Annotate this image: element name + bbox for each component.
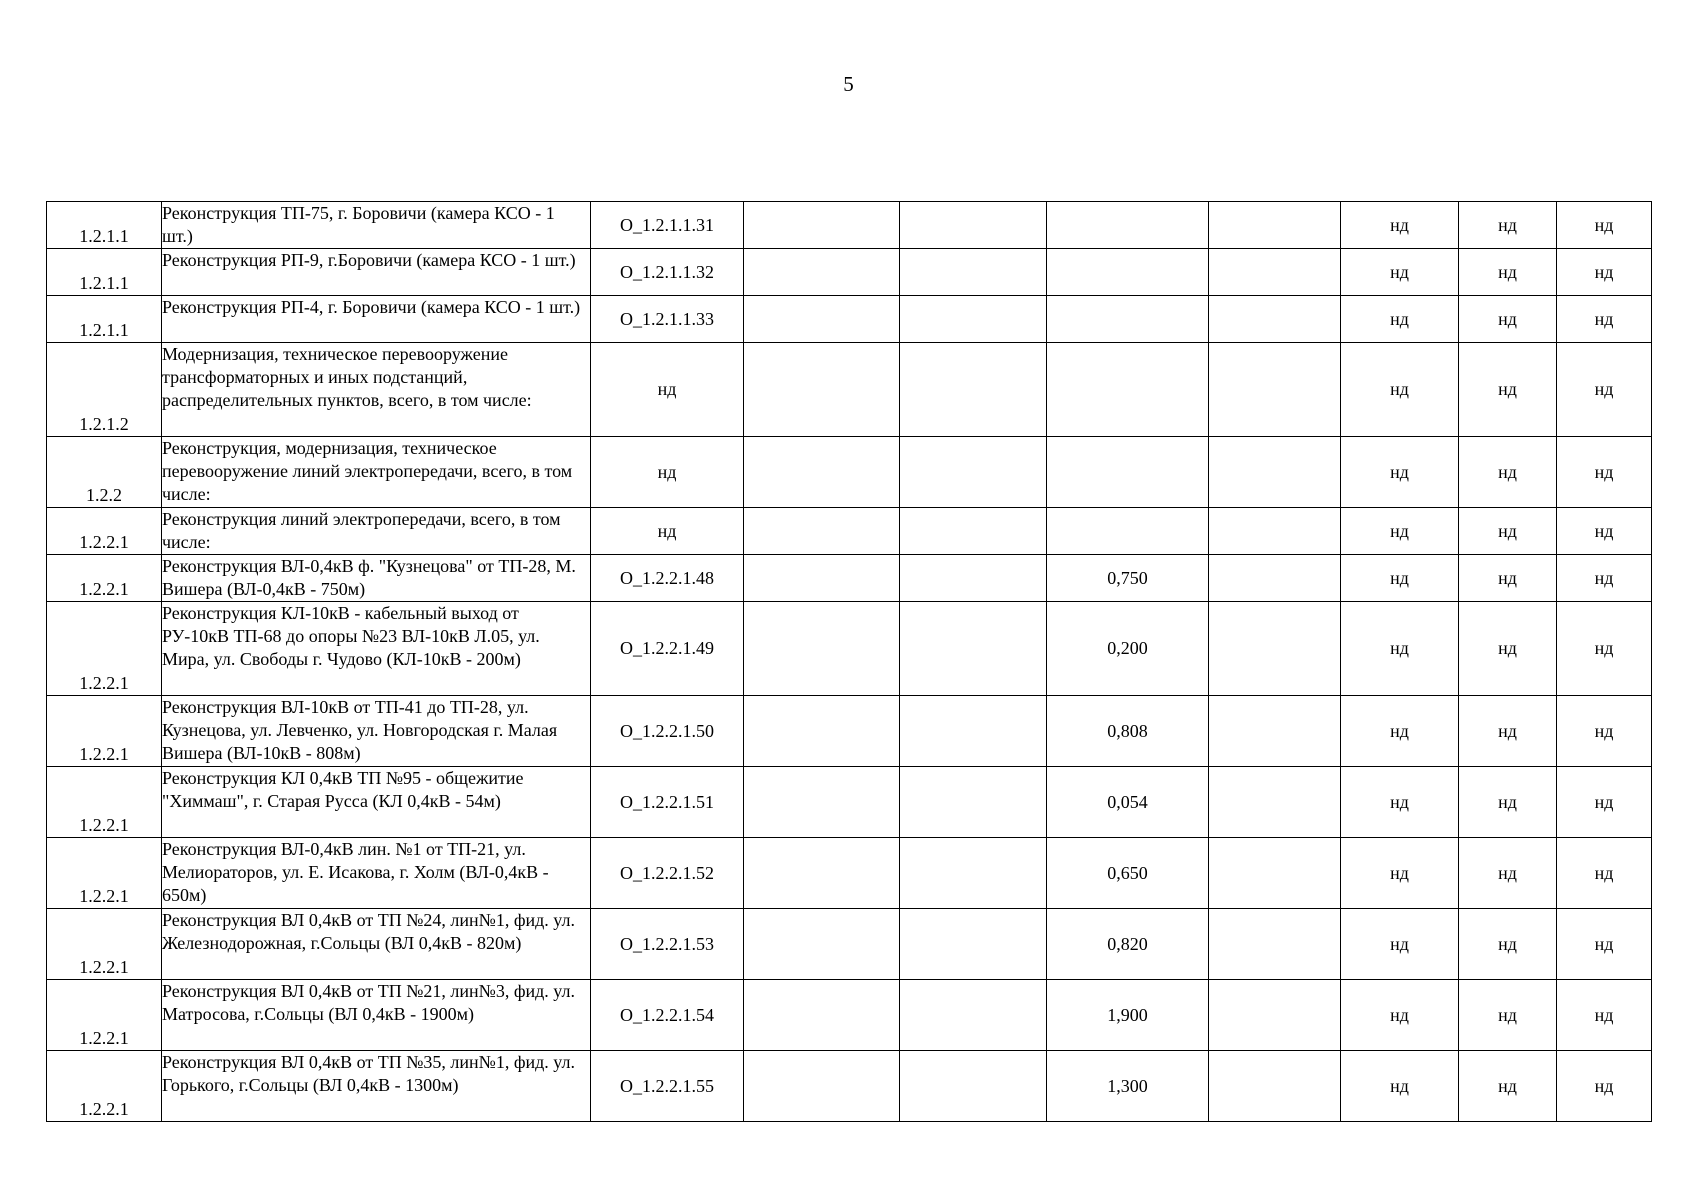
row-empty-cell [744, 437, 900, 508]
row-length-cell [1047, 249, 1209, 296]
row-name-cell: Реконструкция ВЛ 0,4кВ от ТП №21, лин№3, фид. ул. Матросова, г.Сольцы (ВЛ 0,4кВ - 1900м) [162, 980, 591, 1051]
row-id-cell: О_1.2.2.1.48 [591, 555, 744, 602]
page-number: 5 [843, 72, 854, 96]
row-nd-cell: нд [1459, 343, 1557, 437]
row-code-cell: 1.2.1.1 [47, 202, 162, 249]
row-length-cell: 0,750 [1047, 555, 1209, 602]
row-empty-cell [900, 296, 1047, 343]
row-code-cell: 1.2.1.1 [47, 249, 162, 296]
row-length-cell: 1,900 [1047, 980, 1209, 1051]
row-name-cell: Реконструкция ВЛ 0,4кВ от ТП №35, лин№1, фид. ул. Горького, г.Сольцы (ВЛ 0,4кВ - 1300м) [162, 1051, 591, 1122]
row-empty-cell [900, 602, 1047, 696]
row-empty-cell [1209, 602, 1341, 696]
row-nd-cell: нд [1459, 437, 1557, 508]
row-nd-cell: нд [1557, 343, 1652, 437]
row-nd-cell: нд [1341, 249, 1459, 296]
row-nd-cell: нд [1341, 296, 1459, 343]
row-code-cell: 1.2.2.1 [47, 696, 162, 767]
row-empty-cell [1209, 767, 1341, 838]
row-nd-cell: нд [1557, 202, 1652, 249]
table-row [47, 437, 1652, 508]
row-empty-cell [744, 202, 900, 249]
table-row [47, 767, 1652, 838]
row-empty-cell [1209, 1051, 1341, 1122]
row-id-cell: О_1.2.2.1.53 [591, 909, 744, 980]
row-empty-cell [1209, 909, 1341, 980]
row-nd-cell: нд [1557, 508, 1652, 555]
row-name-cell: Реконструкция ВЛ-0,4кВ лин. №1 от ТП-21, ул. Мелиораторов, ул. Е. Исакова, г. Холм (ВЛ-0,4кВ - 650м) [162, 838, 591, 909]
row-nd-cell: нд [1341, 696, 1459, 767]
row-nd-cell: нд [1557, 696, 1652, 767]
row-empty-cell [744, 1051, 900, 1122]
row-empty-cell [744, 909, 900, 980]
row-nd-cell: нд [1557, 980, 1652, 1051]
row-id-cell: О_1.2.2.1.49 [591, 602, 744, 696]
row-nd-cell: нд [1459, 767, 1557, 838]
row-length-cell [1047, 343, 1209, 437]
row-empty-cell [744, 508, 900, 555]
table-row [47, 296, 1652, 343]
row-length-cell: 0,820 [1047, 909, 1209, 980]
row-empty-cell [900, 1051, 1047, 1122]
row-code-cell: 1.2.2.1 [47, 1051, 162, 1122]
row-nd-cell: нд [1557, 555, 1652, 602]
row-nd-cell: нд [1557, 909, 1652, 980]
row-code-cell: 1.2.2.1 [47, 767, 162, 838]
table-row [47, 249, 1652, 296]
row-name-cell: Реконструкция ВЛ-10кВ от ТП-41 до ТП-28, ул. Кузнецова, ул. Левченко, ул. Новгородская г. Малая Вишера (ВЛ-10кВ - 808м) [162, 696, 591, 767]
row-empty-cell [744, 767, 900, 838]
row-id-cell: нд [591, 437, 744, 508]
table-row [47, 909, 1652, 980]
row-length-cell [1047, 437, 1209, 508]
row-empty-cell [900, 838, 1047, 909]
row-id-cell: О_1.2.2.1.52 [591, 838, 744, 909]
row-nd-cell: нд [1557, 437, 1652, 508]
row-empty-cell [900, 909, 1047, 980]
row-empty-cell [900, 249, 1047, 296]
row-nd-cell: нд [1341, 202, 1459, 249]
row-nd-cell: нд [1459, 696, 1557, 767]
row-empty-cell [744, 343, 900, 437]
table-row [47, 555, 1652, 602]
row-empty-cell [744, 555, 900, 602]
row-length-cell: 0,200 [1047, 602, 1209, 696]
row-empty-cell [900, 696, 1047, 767]
row-name-cell: Реконструкция КЛ 0,4кВ ТП №95 - общежитие "Химмаш", г. Старая Русса (КЛ 0,4кВ - 54м) [162, 767, 591, 838]
row-nd-cell: нд [1341, 767, 1459, 838]
row-name-cell: Реконструкция ТП-75, г. Боровичи (камера КСО - 1 шт.) [162, 202, 591, 249]
table-row [47, 1051, 1652, 1122]
row-code-cell: 1.2.1.2 [47, 343, 162, 437]
row-nd-cell: нд [1557, 838, 1652, 909]
row-code-cell: 1.2.2.1 [47, 980, 162, 1051]
row-empty-cell [744, 296, 900, 343]
row-empty-cell [900, 767, 1047, 838]
table-body [47, 202, 1652, 1122]
row-length-cell: 0,808 [1047, 696, 1209, 767]
row-code-cell: 1.2.2.1 [47, 909, 162, 980]
row-nd-cell: нд [1459, 838, 1557, 909]
row-length-cell [1047, 508, 1209, 555]
row-nd-cell: нд [1341, 437, 1459, 508]
row-id-cell: нд [591, 343, 744, 437]
row-nd-cell: нд [1341, 508, 1459, 555]
row-id-cell: О_1.2.2.1.51 [591, 767, 744, 838]
row-nd-cell: нд [1459, 508, 1557, 555]
row-empty-cell [1209, 296, 1341, 343]
row-nd-cell: нд [1341, 555, 1459, 602]
row-code-cell: 1.2.2.1 [47, 508, 162, 555]
row-name-cell: Реконструкция РП-9, г.Боровичи (камера КСО - 1 шт.) [162, 249, 591, 296]
row-empty-cell [900, 508, 1047, 555]
row-name-cell: Модернизация, техническое перевооружение трансформаторных и иных подстанций, распределительных пунктов, всего, в том числе: [162, 343, 591, 437]
row-id-cell: О_1.2.2.1.54 [591, 980, 744, 1051]
row-empty-cell [744, 980, 900, 1051]
investment-table [46, 201, 1652, 1122]
row-id-cell: О_1.2.1.1.33 [591, 296, 744, 343]
table-row [47, 343, 1652, 437]
row-length-cell: 1,300 [1047, 1051, 1209, 1122]
row-empty-cell [900, 437, 1047, 508]
row-nd-cell: нд [1557, 602, 1652, 696]
row-empty-cell [1209, 508, 1341, 555]
row-empty-cell [744, 249, 900, 296]
row-nd-cell: нд [1341, 838, 1459, 909]
row-nd-cell: нд [1459, 555, 1557, 602]
row-nd-cell: нд [1459, 980, 1557, 1051]
row-empty-cell [1209, 838, 1341, 909]
row-nd-cell: нд [1341, 1051, 1459, 1122]
row-nd-cell: нд [1557, 1051, 1652, 1122]
table-row [47, 980, 1652, 1051]
row-empty-cell [1209, 980, 1341, 1051]
row-nd-cell: нд [1341, 602, 1459, 696]
row-code-cell: 1.2.2.1 [47, 602, 162, 696]
row-empty-cell [900, 343, 1047, 437]
row-empty-cell [1209, 343, 1341, 437]
row-id-cell: О_1.2.2.1.55 [591, 1051, 744, 1122]
row-nd-cell: нд [1459, 202, 1557, 249]
row-nd-cell: нд [1459, 296, 1557, 343]
row-empty-cell [1209, 696, 1341, 767]
row-empty-cell [744, 602, 900, 696]
row-length-cell [1047, 296, 1209, 343]
row-empty-cell [900, 980, 1047, 1051]
row-empty-cell [744, 696, 900, 767]
row-nd-cell: нд [1341, 909, 1459, 980]
row-name-cell: Реконструкция РП-4, г. Боровичи (камера КСО - 1 шт.) [162, 296, 591, 343]
row-name-cell: Реконструкция ВЛ 0,4кВ от ТП №24, лин№1, фид. ул. Железнодорожная, г.Сольцы (ВЛ 0,4кВ - 820м) [162, 909, 591, 980]
row-nd-cell: нд [1557, 767, 1652, 838]
table-row [47, 508, 1652, 555]
row-length-cell: 0,054 [1047, 767, 1209, 838]
row-name-cell: Реконструкция, модернизация, техническое перевооружение линий электропередачи, всего, в том числе: [162, 437, 591, 508]
row-code-cell: 1.2.2 [47, 437, 162, 508]
row-name-cell: Реконструкция ВЛ-0,4кВ ф. "Кузнецова" от ТП-28, М. Вишера (ВЛ-0,4кВ - 750м) [162, 555, 591, 602]
table-row [47, 202, 1652, 249]
row-id-cell: нд [591, 508, 744, 555]
row-empty-cell [1209, 437, 1341, 508]
row-id-cell: О_1.2.2.1.50 [591, 696, 744, 767]
row-nd-cell: нд [1341, 343, 1459, 437]
table-row [47, 696, 1652, 767]
row-nd-cell: нд [1341, 980, 1459, 1051]
table-row [47, 602, 1652, 696]
row-length-cell [1047, 202, 1209, 249]
row-empty-cell [900, 555, 1047, 602]
row-nd-cell: нд [1557, 249, 1652, 296]
row-nd-cell: нд [1459, 909, 1557, 980]
row-nd-cell: нд [1459, 1051, 1557, 1122]
row-id-cell: О_1.2.1.1.32 [591, 249, 744, 296]
row-name-cell: Реконструкция линий электропередачи, всего, в том числе: [162, 508, 591, 555]
row-id-cell: О_1.2.1.1.31 [591, 202, 744, 249]
row-empty-cell [1209, 249, 1341, 296]
row-name-cell: Реконструкция КЛ-10кВ - кабельный выход от РУ-10кВ ТП-68 до опоры №23 ВЛ-10кВ Л.05, ул. Мира, ул. Свободы г. Чудово (КЛ-10кВ - 200м) [162, 602, 591, 696]
row-empty-cell [1209, 555, 1341, 602]
row-nd-cell: нд [1459, 602, 1557, 696]
row-code-cell: 1.2.2.1 [47, 555, 162, 602]
row-empty-cell [900, 202, 1047, 249]
table-row [47, 838, 1652, 909]
row-empty-cell [1209, 202, 1341, 249]
row-code-cell: 1.2.2.1 [47, 838, 162, 909]
row-nd-cell: нд [1557, 296, 1652, 343]
row-empty-cell [744, 838, 900, 909]
row-length-cell: 0,650 [1047, 838, 1209, 909]
row-nd-cell: нд [1459, 249, 1557, 296]
row-code-cell: 1.2.1.1 [47, 296, 162, 343]
